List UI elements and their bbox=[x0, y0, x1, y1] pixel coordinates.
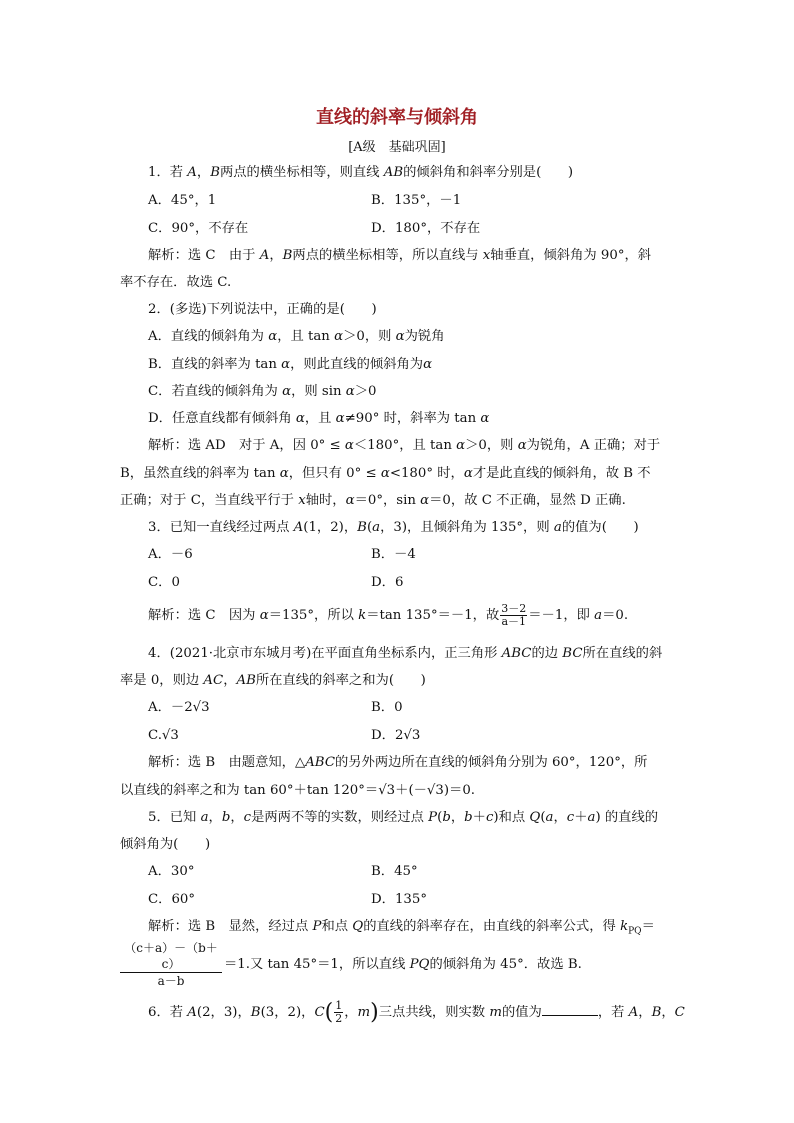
q2-solution-line2: B，虽然直线的斜率为 tan α，但只有 0° ≤ α<180° 时，α才是此直线的倾斜角，故 B 不 bbox=[120, 466, 651, 481]
q3-option-b: B．－4 bbox=[371, 547, 416, 562]
q5-solution-line2: ＝1.又 tan 45°＝1，所以直线 PQ的倾斜角为 45°．故选 B. bbox=[224, 957, 582, 972]
q2-option-a: A．直线的倾斜角为 α，且 tan α＞0，则 α为锐角 bbox=[148, 329, 445, 344]
q4-stem-line2: 率是 0，则边 AC，AB所在直线的斜率之和为( ) bbox=[120, 673, 426, 688]
q2-solution-line3: 正确；对于 C，当直线平行于 x轴时，α＝0°，sin α＝0，故 C 不正确，显然 D 正确. bbox=[120, 493, 626, 508]
q2-option-b: B．直线的斜率为 tan α，则此直线的倾斜角为α bbox=[148, 357, 433, 372]
page-title: 直线的斜率与倾斜角 bbox=[316, 107, 478, 128]
q5-option-d: D．135° bbox=[371, 892, 427, 907]
q3-option-d: D．6 bbox=[371, 575, 404, 590]
q5-fraction: $\frac{(c+a)-(b+c)}{a-b}$ bbox=[120, 940, 222, 989]
q4-solution-line2: 以直线的斜率之和为 tan 60°＋tan 120°＝√3＋(－√3)＝0. bbox=[120, 783, 476, 798]
q3-fraction: $\frac{3-2}{a-1}$ bbox=[501, 602, 527, 628]
q1-option-b: B．135°，－1 bbox=[371, 193, 462, 208]
q5-solution-line1: 解析：选 B 显然，经过点 P和点 Q的直线的斜率存在，由直线的斜率公式，得 $k_{PQ}=$ bbox=[148, 919, 655, 937]
q2-option-d: D．任意直线都有倾斜角 α，且 α≠90° 时，斜率为 tan α bbox=[148, 411, 490, 426]
answer-blank[interactable] bbox=[542, 1003, 598, 1016]
q4-solution-line1: 解析：选 B 由题意知，△ABC的另外两边所在直线的倾斜角分别为 60°，120°，所 bbox=[148, 755, 648, 770]
q4-option-a: A．－2√3 bbox=[148, 700, 210, 715]
q4-option-d: D．2√3 bbox=[371, 728, 421, 743]
q1-solution-line2: 率不存在．故选 C. bbox=[120, 275, 232, 290]
section-subtitle: [A级 基础巩固] bbox=[348, 140, 446, 155]
q1-option-d: D．180°，不存在 bbox=[371, 221, 481, 236]
q1-stem: 1．若 A，B两点的横坐标相等，则直线 AB的倾斜角和斜率分别是( ) bbox=[148, 165, 574, 180]
q5-stem-line2: 倾斜角为( ) bbox=[120, 837, 211, 852]
q3-stem: 3．已知一直线经过两点 A(1，2)，B(a，3)，且倾斜角为 135°，则 a的值为( ) bbox=[148, 520, 639, 535]
q5-option-a: A．30° bbox=[148, 864, 195, 879]
q4-stem-line1: 4．(2021·北京市东城月考)在平面直角坐标系内，正三角形 ABC的边 BC所在直线的斜 bbox=[148, 646, 663, 661]
q3-solution: 解析：选 C 因为 α＝135°，所以 k＝tan 135°＝－1，故 $\frac{3-2}{a-1}$ ＝－1，即 a＝0. bbox=[148, 602, 629, 628]
q1-option-c: C．90°，不存在 bbox=[148, 221, 249, 236]
q6-half-fraction: $\frac{1}{2}$ bbox=[335, 999, 343, 1025]
q2-option-c: C．若直线的倾斜角为 α，则 sin α＞0 bbox=[148, 384, 377, 399]
q3-option-c: C．0 bbox=[148, 575, 180, 590]
q2-stem: 2．(多选)下列说法中，正确的是( ) bbox=[148, 302, 377, 317]
q5-option-c: C．60° bbox=[148, 892, 196, 907]
q5-stem-line1: 5．已知 a，b，c是两两不等的实数，则经过点 P(b，b＋c)和点 Q(a，c＋a) 的直线的 bbox=[148, 810, 659, 825]
q4-option-b: B．0 bbox=[371, 700, 403, 715]
q2-solution-line1: 解析：选 AD 对于 A，因 0° ≤ α＜180°，且 tan α＞0，则 α为锐角，A 正确；对于 bbox=[148, 438, 661, 453]
q6-stem: 6．若 A(2，3)，B(3，2)，C( $\frac{1}{2}$ ，m)三点共线，则实数 m的值为 ，若 A，B，C bbox=[148, 999, 685, 1025]
q3-option-a: A．－6 bbox=[148, 547, 193, 562]
q4-option-c: C.√3 bbox=[148, 728, 179, 743]
q1-solution-line1: 解析：选 C 由于 A，B两点的横坐标相等，所以直线与 x轴垂直，倾斜角为 90°，斜 bbox=[148, 248, 652, 263]
q5-option-b: B．45° bbox=[371, 864, 418, 879]
q1-option-a: A．45°，1 bbox=[148, 193, 217, 208]
